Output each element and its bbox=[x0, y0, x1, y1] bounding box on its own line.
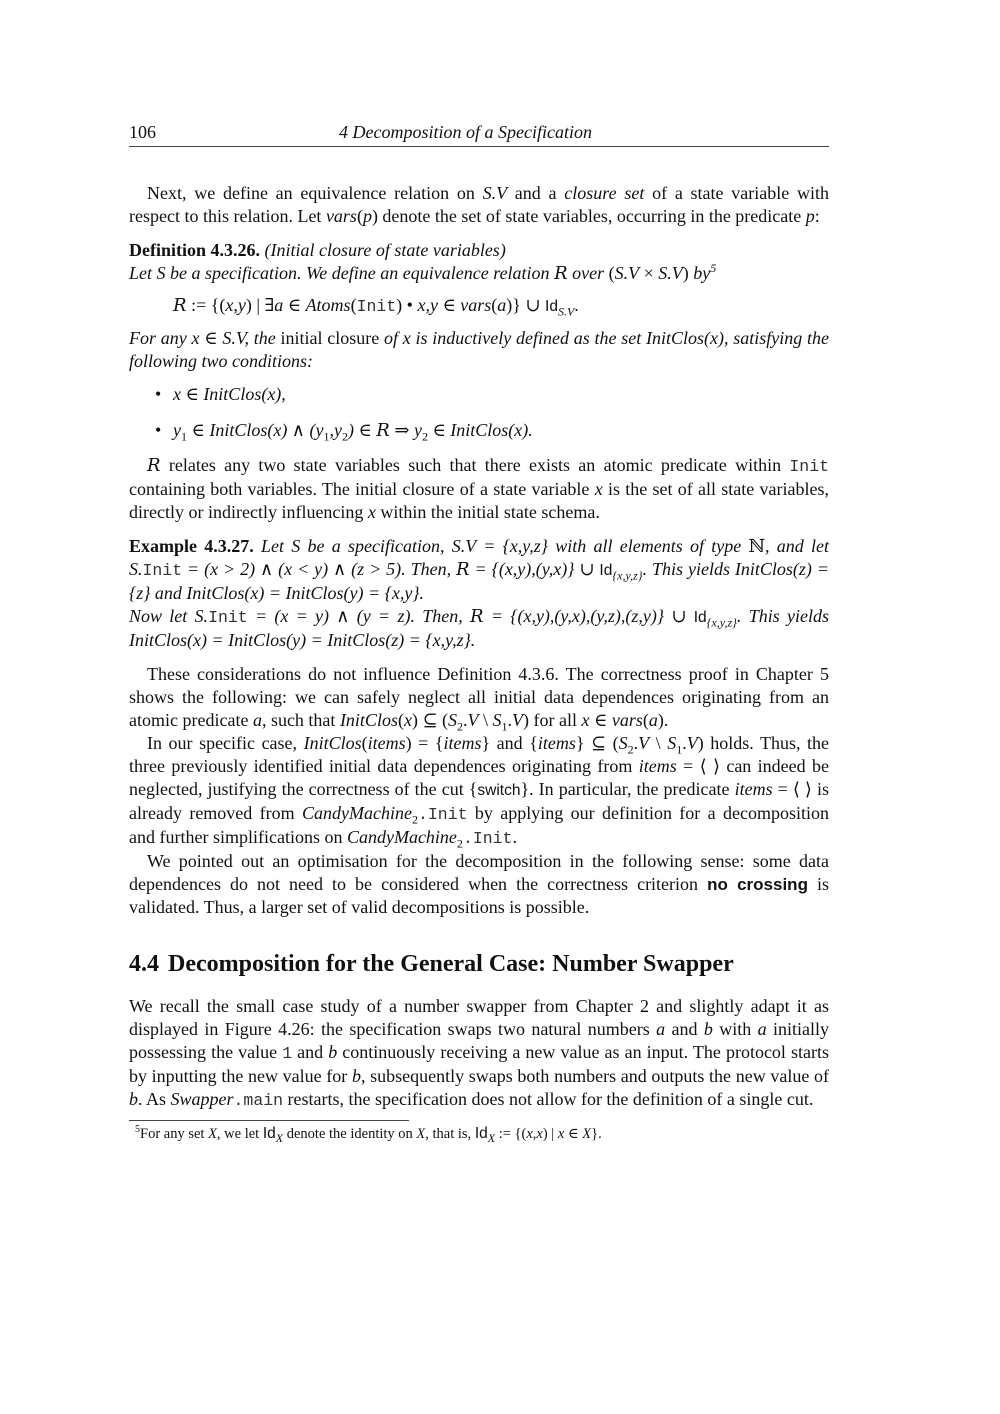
footnote: $^5$For any set X, we let $Id_X$ denote the identity on X, that is, $Id_X$ := {(x,x) | x ∈ X}. bbox=[135, 1124, 602, 1145]
definition-block: Definition 4.3.26. (Initial closure of state variables) Let S be a specification. We define an equivalence relation R over (S.V × S.V) $by^5$ bbox=[129, 240, 717, 284]
definition-title: (Initial closure of state variables) bbox=[264, 240, 506, 260]
section-number: 4.4 bbox=[129, 951, 159, 977]
footnote-ref: 5 bbox=[710, 261, 717, 275]
closure-definition: For any x ∈ S.V, the initial closure of x is inductively defined as the set InitClos(x), satisfying the following two conditions: bbox=[129, 328, 829, 371]
relation-formula: R := {(x,y) | ∃a ∈ Atoms(Init) • x,y ∈ vars(a)} ∪ $Id_{S.V}$. bbox=[173, 295, 579, 319]
definition-label: Definition 4.3.26. bbox=[129, 240, 261, 260]
considerations-paragraph: These considerations do not influence Definition 4.3.6. The correctness proof in Chapter 5 shows the following: we can safely neglect all initial data dependences originating from an atomic predicate a, such that InitClos(x) ⊆ ($S_2.V$ \ $S_1.V$) for all x ∈ vars(a). bbox=[129, 664, 829, 734]
relation-paragraph: R relates any two state variables such that there exists an atomic predicate within Init containing both variables. The initial closure of a state variable x is the set of all state variables, directly or indirectly influencing x within the initial state schema. bbox=[129, 455, 830, 522]
example-block: Example 4.3.27. Let S be a specification, S.V = {x,y,z} with all elements of type ℕ, and let S.Init = (x > 2) ∧ (x < y) ∧ (z > 5). Then, R = {(x,y),(y,x)} ∪ $Id_{\{x,y,z\}}$. This yields InitClos(z) = {z} and InitClos(x) = InitClos(y) = {x,y}. Now let S.Init = (x = y) ∧ (y = z). Then, R = {(x,y),(y,x),(y,z),(z,y)} ∪ $Id_{\{x,y,z\}}$. This yields InitClos(x) = InitClos(y) = InitClos(z) = {x,y,z}. bbox=[129, 536, 829, 650]
section-heading bbox=[129, 949, 829, 979]
specific-case-paragraph: In our specific case, InitClos(items) = {items} and {items} ⊆ ($S_2.V$ \ $S_1.V$) holds. Thus, the three previously identified initial data dependences originating from items = ⟨ ⟩ can indeed be neglected, justifying the correctness of the cut {switch}. In particular, the predicate items = ⟨ ⟩ is already removed from CandyMachine$_2$.Init by applying our definition for a decomposition and further simplifications on CandyMachine$_2$.Init. bbox=[129, 733, 830, 851]
page bbox=[129, 118, 829, 1144]
swapper-paragraph: We recall the small case study of a number swapper from Chapter 2 and slightly adapt it as displayed in Figure 4.26: the specification swaps two natural numbers a and b with a initially possessing the value 1 and b continuously receiving a new value as an input. The protocol starts by inputting the new value for b, subsequently swaps both numbers and outputs the new value of b. As Swapper.main restarts, the specification does not allow for the definition of a single cut. bbox=[129, 996, 829, 1110]
page-number: 106 bbox=[129, 122, 156, 142]
optimisation-paragraph: We pointed out an optimisation for the decomposition in the following sense: some data dependences do not need to be considered when the correctness criterion no crossing is validated. Thus, a larger set of valid decompositions is possible. bbox=[129, 851, 829, 917]
example-label: Example 4.3.27. bbox=[129, 536, 254, 556]
footnote-rule bbox=[129, 1120, 409, 1121]
section-title: Decomposition for the General Case: Number Swapper bbox=[168, 951, 734, 977]
list-item: • $y_1$ ∈ InitClos(x) ∧ $(y_1,y_2)$ ∈ R ⇒ $y_2$ ∈ InitClos(x). bbox=[129, 419, 829, 442]
list-item: • x ∈ InitClos(x), bbox=[129, 383, 829, 406]
intro-paragraph: Next, we define an equivalence relation on S.V and a closure set of a state variable with respect to this relation. Let vars(p) denote the set of state variables, occurring in the predicate p: bbox=[129, 183, 829, 226]
condition-list bbox=[129, 383, 829, 442]
chapter-title: 4 Decomposition of a Specification bbox=[339, 122, 592, 142]
running-head bbox=[129, 118, 829, 147]
